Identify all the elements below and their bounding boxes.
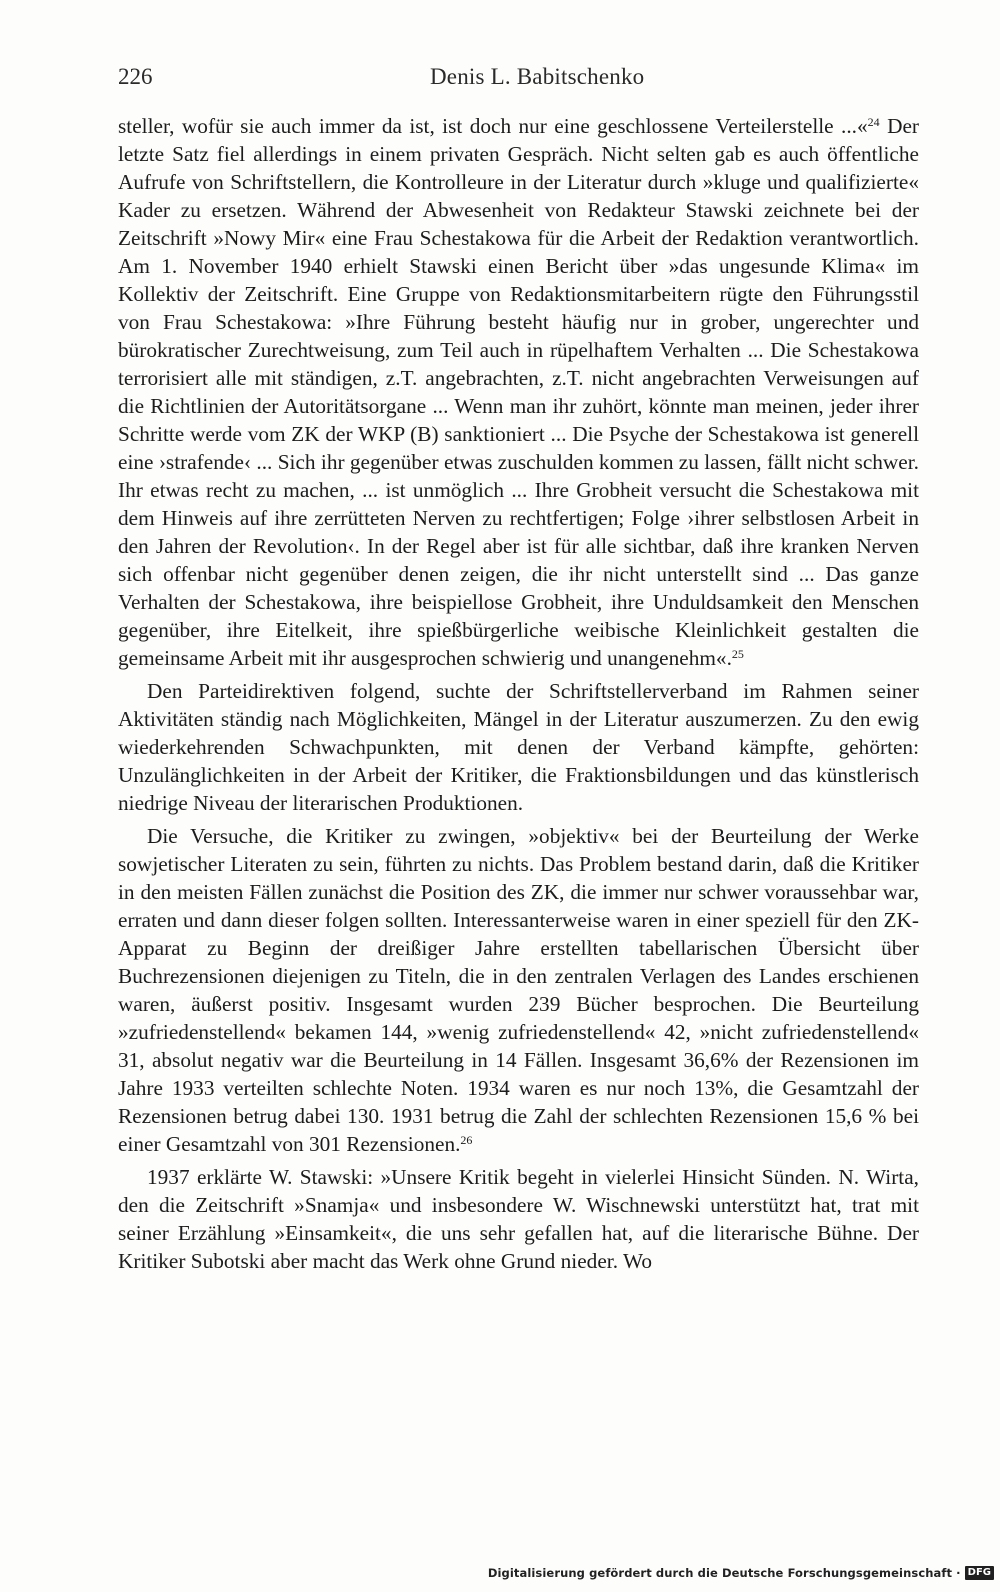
- body-text: [118, 112, 919, 1275]
- dfg-logo-icon: DFG: [965, 1566, 994, 1580]
- page-number: 226: [118, 64, 153, 89]
- paragraph: steller, wofür sie auch immer da ist, ist doch nur eine geschlossene Verteilerstelle ...«$^{24}$ Der letzte Satz fiel allerdings in einem privaten Gespräch. Nicht selten gab es auch öffentliche Aufrufe von Schriftstellern, die Kontrolleure in der Literatur durch »kluge und qualifizierte« Kader zu ersetzen. Während der Abwesenheit von Redakteur Stawski zeichnete bei der Zeitschrift »Nowy Mir« eine Frau Schestakowa für die Arbeit der Redaktion verantwortlich. Am 1. November 1940 erhielt Stawski einen Bericht über »das ungesunde Klima« im Kollektiv der Zeitschrift. Eine Gruppe von Redaktionsmitarbeitern rügte den Führungsstil von Frau Schestakowa: »Ihre Führung besteht häufig nur in grober, ungerechter und bürokratischer Zurechtweisung, zum Teil auch in rüpelhaftem Verhalten ... Die Schestakowa terrorisiert alle mit ständigen, z.T. angebrachten, z.T. nicht angebrachten Verweisungen auf die Richtlinien der Autoritätsorgane ... Wenn man ihr zuhört, könnte man meinen, jeder ihrer Schritte werde vom ZK der WKP (B) sanktioniert ... Die Psyche der Schestakowa ist generell eine ›strafende‹ ... Sich ihr gegenüber etwas zuschulden kommen zu lassen, fällt nicht schwer. Ihr etwas recht zu machen, ... ist unmöglich ... Ihre Grobheit versucht die Schestakowa mit dem Hinweis auf ihre zerrütteten Nerven zu rechtfertigen; Folge ›ihrer selbstlosen Arbeit in den Jahren der Revolution‹. In der Regel aber ist für alle sichtbar, daß ihre kranken Nerven sich offenbar nicht gegenüber denen zeigen, die ihr nicht unterstellt sind ... Das ganze Verhalten der Schestakowa, ihre beispiellose Grobheit, ihre Unduldsamkeit den Menschen gegenüber, ihre Eitelkeit, ihre spießbürgerliche weibische Kleinlichkeit gestalten die gemeinsame Arbeit mit ihr ausgesprochen schwierig und unangenehm«.$^{25}$: [118, 114, 919, 670]
- paragraph: Den Parteidirektiven folgend, suchte der Schriftstellerverband im Rahmen seiner Aktivitäten ständig nach Möglichkeiten, Mängel in der Literatur auszumerzen. Zu den ewig wiederkehrenden Schwachpunkten, mit denen der Verband kämpfte, gehörten: Unzulänglichkeiten in der Arbeit der Kritiker, die Fraktionsbildungen und das künstlerisch niedrige Niveau der literarischen Produktionen.: [118, 679, 919, 815]
- footnote-marker: 24: [867, 115, 880, 129]
- paragraph: 1937 erklärte W. Stawski: »Unsere Kritik begeht in vielerlei Hinsicht Sünden. N. Wirta, den die Zeitschrift »Snamja« und insbesondere W. Wischnewski unterstützt hat, trat mit seiner Erzählung »Einsamkeit«, die uns sehr gefallen hat, auf die literarische Bühne. Der Kritiker Subotski aber macht das Werk ohne Grund nieder. Wo: [118, 1165, 919, 1273]
- digitization-footer: [488, 1564, 1000, 1582]
- paragraph: Die Versuche, die Kritiker zu zwingen, »objektiv« bei der Beurteilung der Werke sowjetischer Literaten zu sein, führten zu nichts. Das Problem bestand darin, daß die Kritiker in den meisten Fällen zunächst die Position des ZK, die immer nur schwer voraussehbar war, erraten und dann dieser folgen sollten. Interessanterweise waren in einer speziell für den ZK-Apparat zu Beginn der dreißiger Jahre erstellten tabellarischen Übersicht über Buchrezensionen diejenigen zu Titeln, die in den zentralen Verlagen des Landes erschienen waren, äußerst positiv. Insgesamt wurden 239 Bücher besprochen. Die Beurteilung »zufriedenstellend« bekamen 144, »wenig zufriedenstellend« 42, »nicht zufriedenstellend« 31, absolut negativ war die Beurteilung in 14 Fällen. Insgesamt 36,6% der Rezensionen im Jahre 1933 verteilten schlechte Noten. 1934 waren es nur noch 13%, die Gesamtzahl der Rezensionen betrug dabei 130. 1931 betrug die Zahl der schlechten Rezensionen 15,6 % bei einer Gesamtzahl von 301 Rezensionen.$^{26}$: [118, 824, 919, 1156]
- footnote-marker: 25: [731, 647, 744, 661]
- funding-credit: Digitalisierung gefördert durch die Deutsche Forschungsgemeinschaft ·: [487, 1566, 961, 1580]
- page-header: [118, 62, 919, 96]
- running-head-author: Denis L. Babitschenko: [430, 64, 645, 89]
- footnote-marker: 26: [460, 1133, 473, 1147]
